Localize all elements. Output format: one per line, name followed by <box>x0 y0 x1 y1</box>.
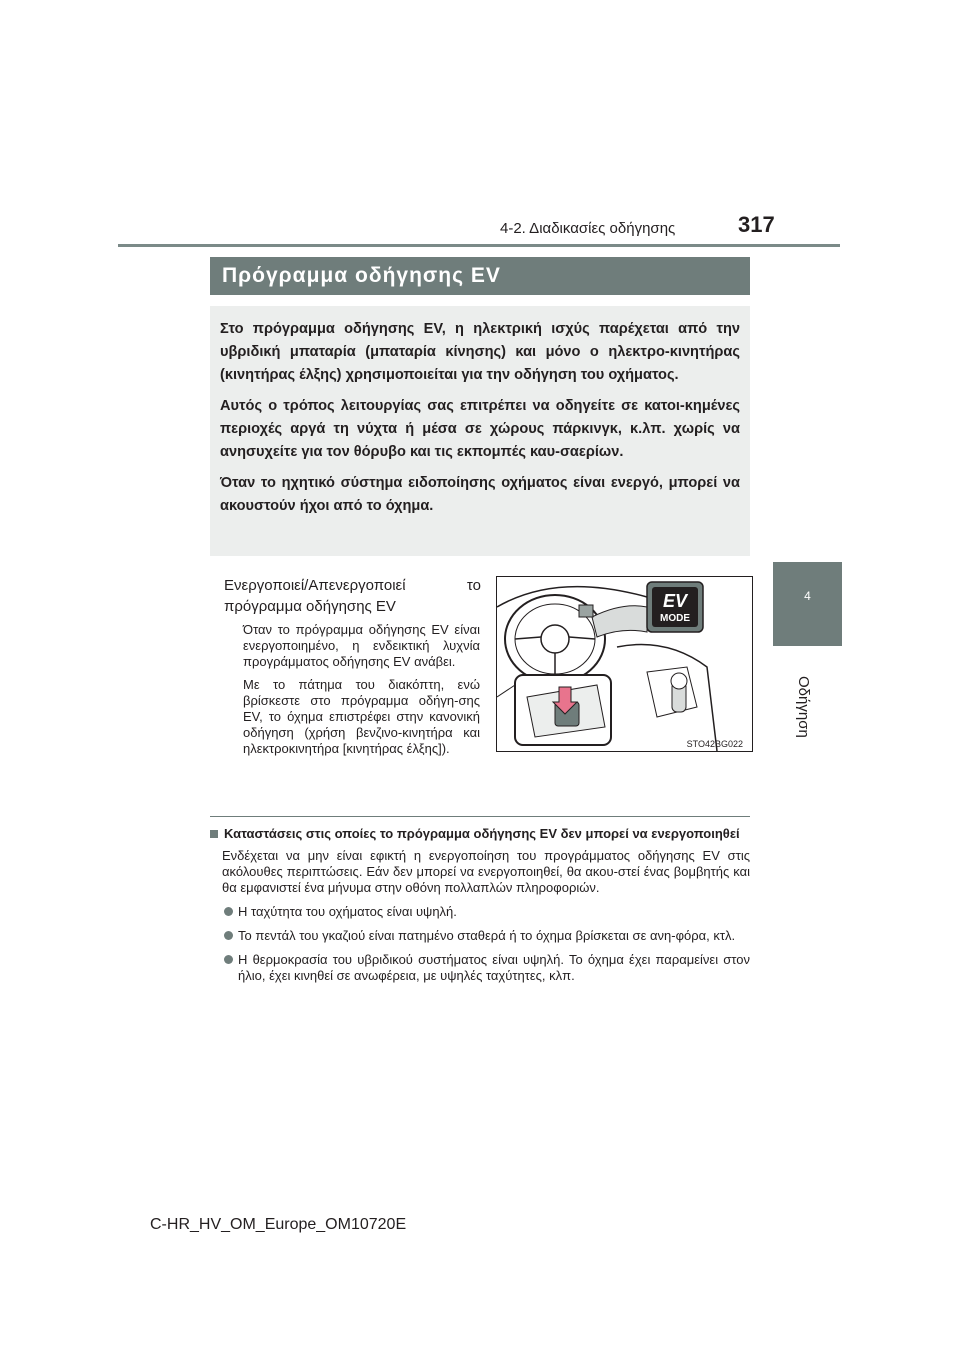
bullet-dot-icon <box>224 907 233 916</box>
intro-paragraph-1: Στο πρόγραμμα οδήγησης EV, η ηλεκτρική ισχύς παρέχεται από την υβριδική μπαταρία (μπαταρία κίνησης) και μόνο ο ηλεκτρο-κινητήρας (κινητήρας έλξης) χρησιμοποιείται για την οδήγηση του οχήματος. <box>220 321 740 383</box>
bullet-dot-icon <box>224 955 233 964</box>
square-bullet-icon <box>210 830 218 838</box>
list-item <box>210 928 750 944</box>
switch-desc-1: Όταν το πρόγραμμα οδήγησης EV είναι ενεργοποιημένο, η ενδεικτική λυχνία προγράμματος οδήγησης EV ανάβει. <box>243 622 480 669</box>
page-number: 317 <box>738 212 775 237</box>
chapter-label <box>788 676 828 766</box>
list-item-text: Το πεντάλ του γκαζιού είναι πατημένο σταθερά ή το όχημα βρίσκεται σε ανη-φόρα, κτλ. <box>238 928 736 943</box>
ev-switch-illustration <box>496 576 753 752</box>
switch-desc-2: Με το πάτημα του διακόπτη, ενώ βρίσκεστε στο πρόγραμμα οδήγη-σης EV, το όχημα επιστρέφει στην κανονική οδήγηση (χρήση βενζινο-κινητήρα και ηλεκτροκινητήρα [κινητήρας έλξης]). <box>243 677 480 756</box>
intro-paragraph-3: Όταν το ηχητικό σύστημα ειδοποίησης οχήματος είναι ενεργό, μπορεί να ακουστούν ήχοι από το όχημα. <box>220 475 740 514</box>
header-rule <box>118 244 840 247</box>
list-item <box>210 904 750 920</box>
chapter-number: 4 <box>804 589 811 603</box>
bullet-dot-icon <box>224 931 233 940</box>
section-divider <box>210 816 750 817</box>
switch-description <box>243 622 480 764</box>
conditions-heading-text: Καταστάσεις στις οποίες το πρόγραμμα οδήγησης EV δεν μπορεί να ενεργοποιηθεί <box>224 826 740 841</box>
illustration-code: STO42BG022 <box>686 739 743 749</box>
page-title: Πρόγραμμα οδήγησης EV <box>222 264 501 287</box>
chapter-label-text: Οδήγηση <box>795 676 812 738</box>
conditions-text: Ενδέχεται να μην είναι εφικτή η ενεργοποίηση του προγράμματος οδήγησης EV στις ακόλουθες περιπτώσεις. Εάν δεν μπορεί να ενεργοποιηθεί, θα ακου-στεί ένας βομβητής και θα εμφανιστεί ένα μήνυμα στην οθόνη πολλαπλών πληροφοριών. <box>222 848 750 895</box>
footer-code: C-HR_HV_OM_Europe_OM10720E <box>150 1216 407 1233</box>
list-item <box>210 952 750 984</box>
conditions-heading <box>210 826 750 842</box>
list-item-text: Η θερμοκρασία του υβριδικού συστήματος είναι υψηλή. Το όχημα έχει παραμείνει στον ήλιο, έχει κινηθεί σε ανωφέρεια, με υψηλές ταχύτητες, κλπ. <box>238 952 750 983</box>
conditions-block <box>210 826 750 984</box>
switch-label: Ενεργοποιεί/Απενεργοποιεί το πρόγραμμα οδήγησης EV <box>224 577 481 615</box>
section-title: 4-2. Διαδικασίες οδήγησης <box>500 220 676 237</box>
ev-key-text: EV <box>662 591 688 611</box>
intro-box <box>210 306 750 556</box>
list-item-text: Η ταχύτητα του οχήματος είναι υψηλή. <box>238 904 457 919</box>
intro-paragraph-2: Αυτός ο τρόπος λειτουργίας σας επιτρέπει να οδηγείτε σε κατοι-κημένες περιοχές αργά τη νύχτα ή μέσα σε χώρους πάρκινγκ, κ.λπ. χωρίς να ανησυχείτε για τον θόρυβο και τις εκπομπές καυ-σαερίων. <box>220 398 740 460</box>
chapter-tab[interactable] <box>773 562 842 646</box>
mode-key-text: MODE <box>660 613 690 624</box>
title-bar <box>210 257 750 295</box>
dashboard-drawing <box>497 577 752 751</box>
